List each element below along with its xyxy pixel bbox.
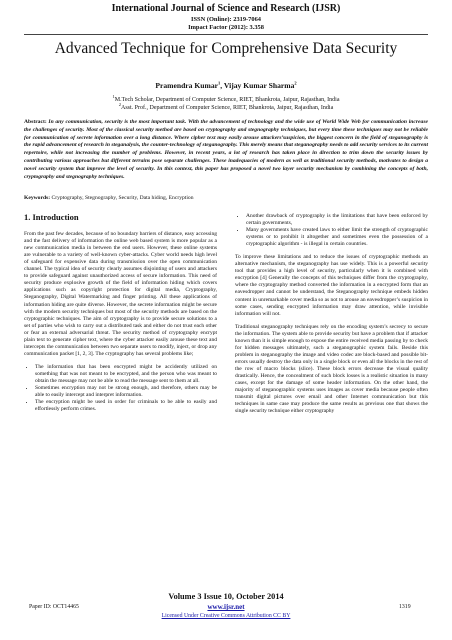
affiliation-2-sup: 2 — [118, 102, 121, 107]
body-paragraph-3: Traditional steganography techniques rely on the encoding system’s secrecy to secure the information. The system able to provide security but have a problem that if attacker known than it is simple enough to expose the entire received media passing by to check for hidden messages ultimately, such a steganographic system fails. Beside this problem in steganography the image and video codec are block-based and possible bit-errors usually destroy the data only in a single block or even all the blocks in the rest of the row of macro blocks (slice). These block errors decrease the visual quality drastically. Hence, the concealment of such block losses is a realistic situation in many cases, except for the damage of some header information. On the other hand, the majority of steganographic systems uses images as cover media because people often transmit digital pictures over email and other Internet communication but this techniques in same case may produce the same results as previous one that shows the single security technique either cryptography — [235, 323, 428, 415]
list-item: • The information that has been encrypted might be accidently utilized on something that was not meant to be encrypted, and the person who was meant to obtain the message may not be able to read the message sent to them at all. — [35, 364, 217, 385]
footer-website-link[interactable]: www.ijsr.net — [207, 603, 245, 611]
right-column — [235, 213, 428, 421]
author-1: Pramendra Kumar — [155, 81, 218, 90]
author-1-sup: 1 — [218, 80, 221, 86]
affiliation-2 — [0, 102, 452, 111]
footer-paper-id: Paper ID: OCT14465 — [29, 604, 79, 610]
affiliation-1-sup: 1 — [112, 94, 115, 99]
abstract-label: Abstract: — [24, 119, 47, 125]
body-paragraph-2: To improve these limitations and to reduce the issues of cryptographic methods an alternative mechanism, the steganography has use widely. This is a powerful security tool that provides a high level of security, particularly when it is combined with encryption [4] Generally the concepts of this techniques differ from the cryptography, where the cryptography method converted the information in a encrypted form that an eavesdropper and cannot be understand, the Steganography technique embeds hidden content in unremarkable cover media so as not to arouse an eavesdropper’s suspicion in some cases, sending encrypted information may draw attention, while invisible information will not. — [235, 254, 428, 317]
section-heading-introduction: 1. Introduction — [24, 212, 79, 222]
affiliation-2-text: Asst. Prof., Department of Computer Science, RIET, Bhankrota, Jaipur, Rajasthan, India — [120, 105, 334, 111]
right-bullet-list — [235, 213, 428, 248]
keywords-text: Cryptography, Stegnography, Security, Data hiding, Encryption — [50, 195, 194, 201]
keywords — [24, 195, 428, 201]
footer-volume: Volume 3 Issue 10, October 2014 — [168, 592, 284, 601]
intro-paragraph-1: From the past few decades, because of no boundary barriers of distance, easy accessing and the fast delivery of information the online web based system is more popular as a new communication media in between the end users. However, these online systems are vulnerable to a variety of well-known cyber-attacks. Cyber world needs high level of safeguard for expensive data during transmission over the open communication channel. The typical idea of security clearly assumes disjointing of users and attackers to provide safeguard against unauthorized access of secure information. This need of security produce explosive growth of the field of information hiding which covers applications such as copyright protection for digital media, Cryptography, Steganography, Digital Watermarking and finger printing. All these applications of information hiding are quite diverse. However, the secrete information might be secure with the modern security techniques but most of the security methods are based on the cryptographic techniques. The aim of cryptography is to provide secure solutions to a set of parties who wish to carry out a distributed task and either do not trust each other or fear an external adversarial threat. The security method of cryptography encrypt plain text to generate cipher text, where the cyber attacker easily arouse these text and intercepts the communication between two separate users to modify, inject, or drop any communication packet [1, 2, 3]. The cryptography has several problems like; — [24, 231, 217, 357]
author-separator: , — [220, 81, 224, 90]
list-item: • Many governments have created laws to either limit the strength of cryptographic systems or to prohibit it altogether and sometimes even the possession of a cryptographic algorithm - is illegal in certain countries. — [246, 227, 428, 248]
list-item: • Another drawback of cryptography is the limitations that have been enforced by certain governments, — [246, 213, 428, 227]
affiliation-1 — [0, 94, 452, 103]
author-list — [0, 81, 452, 90]
author-2: Vijay Kumar Sharma — [223, 81, 295, 90]
paper-title: Advanced Technique for Comprehensive Data Security — [54, 40, 398, 57]
left-bullet-list — [24, 364, 217, 413]
abstract — [24, 119, 428, 181]
author-2-sup: 2 — [294, 80, 297, 86]
list-item: • Sometimes encryption may not be strong enough, and therefore, others may be able to easily intercept and interpret information. — [35, 385, 217, 399]
left-column — [24, 210, 217, 419]
footer-license-link[interactable]: Licensed Under Creative Commons Attribution CC BY — [161, 613, 291, 619]
journal-impact-factor: Impact Factor (2012): 3.358 — [188, 24, 264, 31]
keywords-label: Keywords: — [24, 195, 51, 201]
header-divider — [24, 34, 428, 35]
journal-issn: ISSN (Online): 2319-7064 — [191, 16, 261, 23]
affiliation-1-text: M.Tech Scholar, Department of Computer Science, RIET, Bhankrota, Jaipur, Rajasthan, India — [114, 97, 340, 103]
list-item: • The encryption might be used in order for criminals to be able to easily and effortlessly perform crimes. — [35, 399, 217, 413]
abstract-text: In any communication, security is the most important task. With the advancement of technology and the wide use of World Wide Web for communication increase the challenges of security. Most of the classical security method are based on cryptography and stegnography techniques, but every time these techniques may not be reliable for communication of secrete information over a long distance. Where cipher text may easily arouse attackers’suspicion, the biggest concern in the field of steganography is the rapid advancement of research in steganalysis, the counter-technology of steganography. This merely means that steganography needs to add security services to its current repertoire, while not increasing the number of problems. However, in recent years, a lot of research has taken place in direction to trim down the security issues by contributing various approaches but different terrains pose separate challenges. These inadequacies of modern as well as traditional security methods, motivates to design a novel security system that improve the level of security. In this context, this paper has proposed a novel two layer security mechanism by combining the concepts of both, cryptography and stegnography techniques. — [24, 119, 428, 180]
journal-name: International Journal of Science and Research (IJSR) — [111, 3, 341, 14]
footer-page-number: 1319 — [399, 604, 411, 610]
